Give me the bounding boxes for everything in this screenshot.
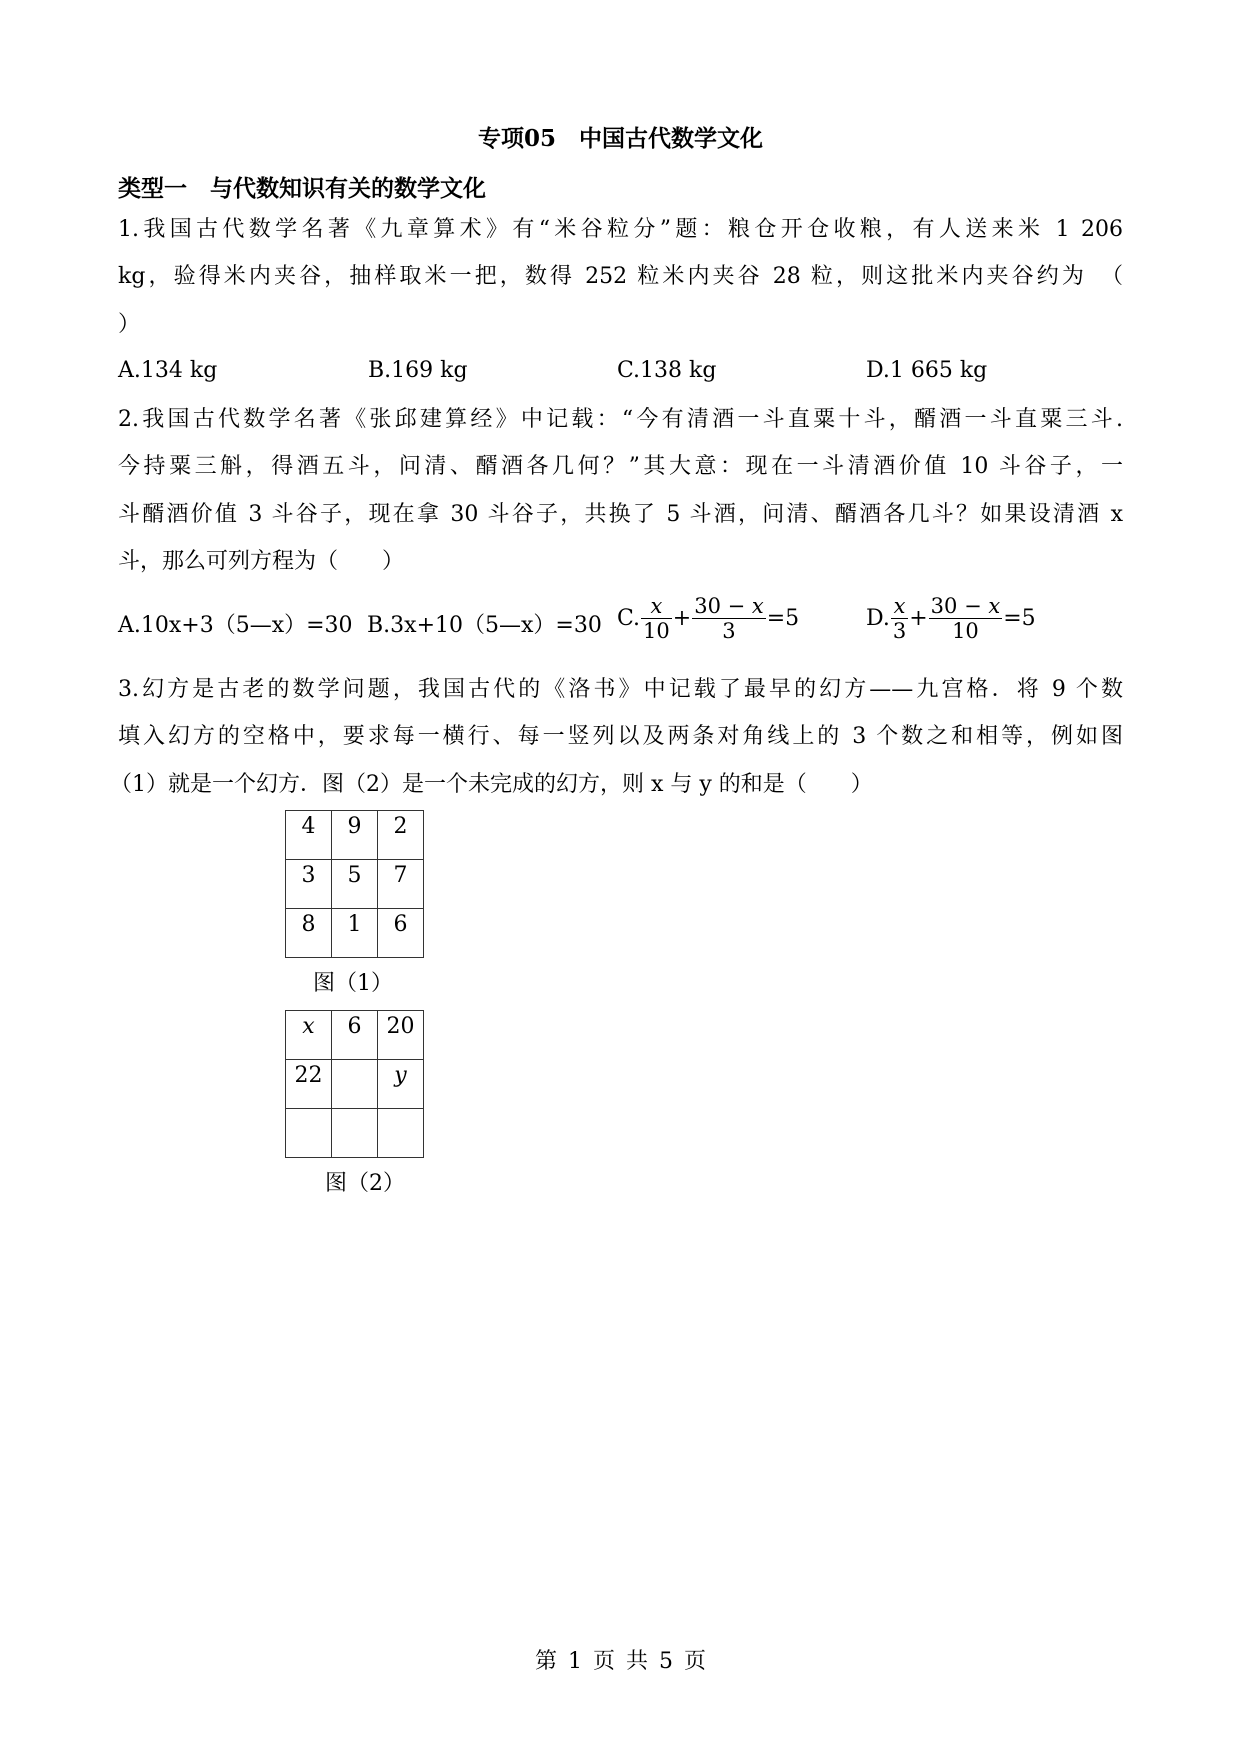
grid-cell: 20 <box>378 1011 424 1060</box>
question-1-line-2: kg，验得米内夹谷，抽样取米一把，数得 252 粒米内夹谷 28 粒，则这批米内夹谷约为 （ <box>118 264 1123 289</box>
plus-sign: + <box>909 606 928 631</box>
fraction-numerator: x <box>891 594 908 619</box>
figure-2-caption: 图（2） <box>325 1171 405 1196</box>
question-2-option-a: A.10x+3（5—x）=30 <box>118 613 353 638</box>
section-heading: 类型一 与代数知识有关的数学文化 <box>118 175 486 202</box>
question-1-option-c: C.138 kg <box>617 358 717 383</box>
page-footer: 第 1 页 共 5 页 <box>535 1649 706 1674</box>
option-c-letter: C. <box>617 606 641 631</box>
grid-cell: 6 <box>332 1011 378 1060</box>
question-2-line-2: 今持粟三斛，得酒五斗，问清、醑酒各几何？”其大意：现在一斗清酒价值 10 斗谷子，一 <box>118 454 1123 479</box>
page-title: 专项05 中国古代数学文化 <box>477 125 763 152</box>
question-1-line-3: ） <box>118 312 141 337</box>
plus-sign: + <box>672 606 692 631</box>
grid-cell: 3 <box>286 860 332 909</box>
grid-cell: 2 <box>378 811 424 860</box>
fraction-variable: x <box>751 594 764 618</box>
table-row <box>286 1109 424 1158</box>
fraction-numerator-text: 30 − <box>694 594 752 618</box>
question-3-line-1: 3.幻方是古老的数学问题，我国古代的《洛书》中记载了最早的幻方——九宫格．将 9 个数 <box>118 677 1123 702</box>
fraction-numerator <box>692 594 766 619</box>
grid-cell <box>332 1060 378 1109</box>
fraction-numerator <box>929 594 1003 619</box>
equals-result: =5 <box>766 606 800 631</box>
grid-cell: 1 <box>332 909 378 958</box>
magic-square-figure-2 <box>285 1010 424 1158</box>
table-row <box>286 1060 424 1109</box>
grid-cell: x <box>286 1011 332 1060</box>
fraction-numerator: x <box>641 594 672 619</box>
grid-cell: 7 <box>378 860 424 909</box>
option-d-fraction-1 <box>891 594 908 643</box>
question-1-option-a: A.134 kg <box>118 358 218 383</box>
grid-cell: 9 <box>332 811 378 860</box>
fraction-variable: x <box>988 594 1001 618</box>
grid-cell: y <box>378 1060 424 1109</box>
grid-cell: 22 <box>286 1060 332 1109</box>
fraction-denominator: 3 <box>892 619 907 643</box>
table-row <box>286 860 424 909</box>
option-d-letter: D. <box>866 606 890 631</box>
question-1-option-d: D.1 665 kg <box>866 358 988 383</box>
question-2-line-3: 斗醑酒价值 3 斗谷子，现在拿 30 斗谷子，共换了 5 斗酒，问清、醑酒各几斗？如果设清酒 x <box>118 502 1123 527</box>
grid-cell: 8 <box>286 909 332 958</box>
table-row <box>286 1011 424 1060</box>
question-2-option-b: B.3x+10（5—x）=30 <box>367 613 602 638</box>
fraction-denominator: 3 <box>722 619 736 643</box>
question-2-option-c <box>617 594 799 643</box>
fraction-denominator: 10 <box>952 619 979 643</box>
grid-cell: 6 <box>378 909 424 958</box>
grid-cell <box>378 1109 424 1158</box>
figure-1-caption: 图（1） <box>313 971 393 996</box>
option-c-fraction-2 <box>692 594 766 643</box>
question-2-option-d <box>866 594 1036 643</box>
question-3-line-2: 填入幻方的空格中，要求每一横行、每一竖列以及两条对角线上的 3 个数之和相等，例如图 <box>118 724 1123 749</box>
table-row <box>286 811 424 860</box>
fraction-denominator: 10 <box>643 619 670 643</box>
question-1-line-1: 1.我国古代数学名著《九章算术》有“米谷粒分”题：粮仓开仓收粮，有人送来米 1 206 <box>118 217 1123 242</box>
question-1-option-b: B.169 kg <box>368 358 468 383</box>
question-2-line-4: 斗，那么可列方程为（ ） <box>118 549 405 574</box>
fraction-numerator-text: 30 − <box>930 594 989 618</box>
grid-cell <box>286 1109 332 1158</box>
magic-square-figure-1 <box>285 810 424 958</box>
grid-cell: 5 <box>332 860 378 909</box>
grid-cell: 4 <box>286 811 332 860</box>
question-2-line-1: 2.我国古代数学名著《张邱建算经》中记载：“今有清酒一斗直粟十斗，醑酒一斗直粟三斗. <box>118 407 1123 432</box>
question-3-line-3: （1）就是一个幻方．图（2）是一个未完成的幻方，则 x 与 y 的和是（ ） <box>110 772 873 797</box>
equals-result: =5 <box>1003 606 1036 631</box>
grid-cell <box>332 1109 378 1158</box>
option-d-fraction-2 <box>929 594 1003 643</box>
option-c-fraction-1 <box>641 594 672 643</box>
table-row <box>286 909 424 958</box>
